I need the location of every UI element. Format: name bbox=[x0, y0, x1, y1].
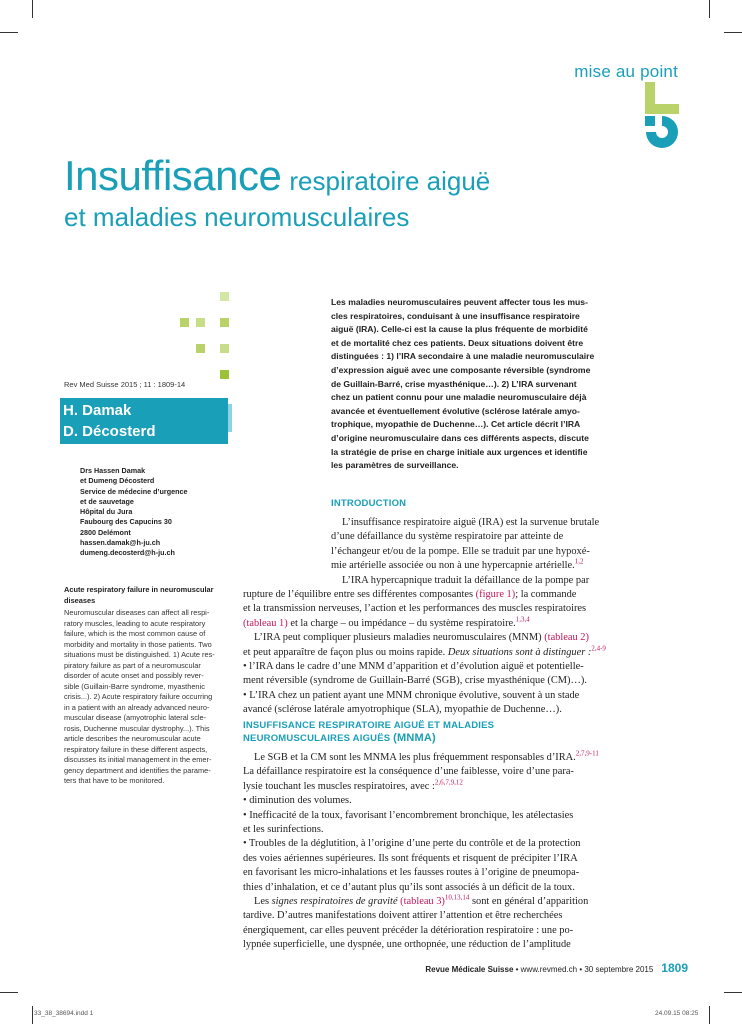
crop-mark bbox=[32, 1006, 33, 1024]
square bbox=[196, 318, 205, 327]
text-line: d’expression aiguë avec une composante réversible (syndrome bbox=[331, 364, 591, 375]
text-line: mie artérielle associée ou non à une hypercapnie artérielle.$^{1,2}$ bbox=[331, 557, 584, 572]
text-line: ratory muscles, leading to acute respiratory bbox=[64, 618, 206, 628]
affiliation-line: Hôpital du Jura bbox=[80, 507, 133, 517]
text-line: d’origine neuromusculaire dans ces différents aspects, discute bbox=[331, 432, 589, 443]
text-line: et les surinfections. bbox=[243, 824, 324, 836]
abstract-english-title: Acute respiratory failure in neuromuscular diseases bbox=[64, 585, 214, 605]
table-reference[interactable]: (tableau 1) bbox=[243, 617, 288, 629]
reference[interactable]: 10,13,14 bbox=[444, 893, 470, 902]
square bbox=[220, 292, 229, 301]
table-reference[interactable]: (tableau 3) bbox=[400, 896, 445, 908]
text-line: gency department and identifies the parame- bbox=[64, 765, 211, 775]
text-line: disorder of acute onset and possibly rever- bbox=[64, 671, 204, 680]
bullet-line: • Inefficacité de la toux, favorisant l’encombrement bronchique, les atélectasies bbox=[243, 809, 574, 821]
text-line: failure, which is the most common cause of bbox=[64, 629, 206, 638]
text-line: piratory failure as part of a neuromuscular bbox=[64, 660, 201, 670]
text-line: discusses its initial management in the emer- bbox=[64, 755, 212, 764]
crop-mark bbox=[32, 0, 33, 18]
section-tag: mise au point bbox=[574, 62, 678, 81]
text-line: Neuromuscular diseases can affect all respi- bbox=[64, 608, 210, 617]
affiliation bbox=[80, 466, 240, 559]
text-line: et la transmission nerveuses, l’action et les performances des muscles respiratoires bbox=[243, 603, 587, 615]
text-line: cles respiratoires, conduisant à une insuffisance respiratoire bbox=[331, 310, 580, 321]
print-slug-date: 24.09.15 08:25 bbox=[655, 1010, 699, 1017]
text-line: des voies aériennes supérieures. Ils sont fréquents et risquent de précipiter l’IRA bbox=[243, 852, 578, 864]
text-line: la stratégie de prise en charge initiale aux urgences et identifie bbox=[331, 446, 588, 457]
section-heading-introduction: INTRODUCTION bbox=[331, 498, 407, 509]
crop-mark bbox=[724, 32, 742, 33]
affiliation-line: 2800 Delémont bbox=[80, 527, 131, 537]
crop-mark bbox=[0, 32, 18, 33]
text-line: et peut apparaître de façon plus ou moins rapide. Deux situations sont à distinguer :$^{2,4-9}$ bbox=[243, 644, 606, 658]
email-link[interactable]: hassen.damak@h-ju.ch bbox=[80, 538, 161, 548]
text-line: lypnée superficielle, une dyspnée, une orthopnée, une réduction de l’amplitude bbox=[243, 939, 571, 951]
journal-logo-icon bbox=[645, 82, 679, 148]
article-title bbox=[64, 152, 684, 234]
print-slug-file: 33_38_38694.indd 1 bbox=[34, 1010, 94, 1017]
affiliation-line: et Dumeng Décosterd bbox=[80, 476, 155, 486]
text-line: respiratory failure in these different aspects, bbox=[64, 744, 208, 754]
text-line: L’IRA peut compliquer plusieurs maladies neuromusculaires (MNM) (tableau 2) bbox=[254, 632, 589, 644]
text-line: Les maladies neuromusculaires peuvent affecter tous les mus- bbox=[331, 297, 588, 307]
text-line: chez un patient connu pour une maladie neuromusculaire déjà bbox=[331, 392, 587, 403]
page-footer bbox=[398, 961, 688, 975]
text-line: distinguées : 1) l’IRA secondaire à une maladie neuromusculaire bbox=[331, 351, 595, 362]
crop-mark bbox=[709, 1006, 710, 1024]
text-line: ment réversible (syndrome de Guillain-Barré (SGB), crise myasthénique (CM)…). bbox=[243, 675, 587, 687]
title-line-2: et maladies neuromusculaires bbox=[64, 202, 410, 232]
reference[interactable]: 2,4-9 bbox=[591, 644, 606, 653]
title-main-word: Insuffisance bbox=[64, 152, 282, 199]
text-line: énergiquement, car elles peuvent précéder la détérioration respiratoire : une po- bbox=[243, 924, 574, 936]
text-line: en favorisant les micro-inhalations et les fausses routes à l’origine de pneumopa- bbox=[243, 867, 580, 879]
text-line: ters that have to be monitored. bbox=[64, 776, 165, 785]
decorative-squares bbox=[180, 290, 240, 390]
reference[interactable]: 2,6,7,9,12 bbox=[434, 778, 463, 787]
affiliation-line: Service de médecine d’urgence bbox=[80, 486, 188, 496]
email-link[interactable]: dumeng.decosterd@h-ju.ch bbox=[80, 548, 175, 558]
text-line: l’échangeur et/ou de la pompe. Elle se traduit par une hypoxé- bbox=[331, 545, 590, 557]
text-line: rosis, Duchenne muscular dystrophy...). This bbox=[64, 723, 210, 733]
intro-wide-text bbox=[243, 588, 615, 718]
affiliation-line: Faubourg des Capucins 30 bbox=[80, 517, 172, 527]
section2-text bbox=[243, 751, 615, 953]
abstract-french bbox=[331, 296, 615, 473]
title-rest: respiratoire aiguë bbox=[289, 166, 491, 196]
text-line: d’une défaillance du système respiratoire par atteinte de bbox=[331, 531, 564, 543]
text-line: crisis...). 2) Acute respiratory failure occurring bbox=[64, 692, 213, 701]
figure-reference[interactable]: (figure 1) bbox=[475, 589, 516, 600]
text-line: avancée et éventuellement évolutive (sclérose latérale amyo- bbox=[331, 405, 580, 416]
authors-accent-bar bbox=[228, 404, 232, 432]
text-line: article describes the neuromuscular acute bbox=[64, 734, 201, 743]
text-line: trophique, myopathie de Duchenne…). Cet article décrit l’IRA bbox=[331, 419, 581, 430]
text-line: de Guillain-Barré, crise myasthénique…). 2) L’IRA survenant bbox=[331, 378, 577, 389]
text-line: sible (Guillain-Barre syndrome, myasthenic bbox=[64, 681, 205, 691]
square bbox=[220, 344, 229, 353]
text-line: morbidity and mortality in those patients. Two bbox=[64, 639, 212, 649]
text-line: La défaillance respiratoire est la conséquence d’une faiblesse, voire d’une para- bbox=[243, 766, 574, 778]
text-line: aiguë (IRA). Celle-ci est la cause la plus fréquente de morbidité bbox=[331, 324, 588, 335]
bullet-line: • l’IRA dans le cadre d’une MNM d’apparition et d’évolution aiguë et potentielle- bbox=[243, 661, 584, 673]
text-line: L’IRA hypercapnique traduit la défaillance de la pompe par bbox=[342, 574, 590, 586]
text-line: lysie touchant les muscles respiratoires, avec :$^{2,6,7,9,12}$ bbox=[243, 778, 463, 792]
reference[interactable]: 1,2 bbox=[574, 557, 584, 566]
affiliation-line: Drs Hassen Damak bbox=[80, 466, 146, 475]
text-line: les paramètres de surveillance. bbox=[331, 460, 459, 471]
reference[interactable]: 1,3,4 bbox=[515, 615, 530, 624]
section-heading-ira-mnma: INSUFFISANCE RESPIRATOIRE AIGUË ET MALADIES NEUROMUSCULAIRES AIGUËS (MNMA) bbox=[243, 720, 495, 744]
text-line: in a patient with an already advanced neuro- bbox=[64, 702, 210, 712]
intro-column-text bbox=[331, 516, 615, 588]
square bbox=[180, 318, 189, 327]
citation: Rev Med Suisse 2015 ; 11 : 1809-14 bbox=[64, 380, 186, 389]
text-line: L’insuffisance respiratoire aiguë (IRA) est la survenue brutale bbox=[342, 517, 600, 528]
square bbox=[196, 344, 205, 353]
authors-box bbox=[60, 398, 228, 444]
bullet-line: • L’IRA chez un patient ayant une MNM chronique évolutive, souvent à un stade bbox=[243, 689, 580, 701]
crop-mark bbox=[709, 0, 710, 18]
bullet-line: • Troubles de la déglutition, à l’origine d’une perte du contrôle et de la protection bbox=[243, 838, 581, 850]
text-line: tardive. D’autres manifestations doivent attirer l’attention et être recherchées bbox=[243, 910, 563, 922]
text-line: et de mortalité chez ces patients. Deux situations doivent être bbox=[331, 337, 584, 348]
text-line: muscular disease (amyotrophic lateral scle- bbox=[64, 713, 207, 722]
square bbox=[220, 318, 229, 327]
page-number: 1809 bbox=[661, 961, 688, 975]
square bbox=[220, 370, 229, 379]
bullet-line: • diminution des volumes. bbox=[243, 795, 352, 807]
table-reference[interactable]: (tableau 2) bbox=[544, 632, 589, 644]
text-line: avancé (sclérose latérale amyotrophique (SLA), myopathie de Duchenne…). bbox=[243, 704, 562, 716]
abstract-english-body bbox=[64, 608, 236, 787]
text-line: Le SGB et la CM sont les MNMA les plus fréquemment responsables d’IRA.$^{2,7,9-11}$ bbox=[254, 749, 599, 763]
text-line: thies d’inhalation, et ce d’autant plus qu’ils sont associés à un déficit de la toux. bbox=[243, 881, 575, 893]
author-name: D. Décosterd bbox=[63, 423, 156, 440]
text-line: (tableau 1) et la charge – ou impédance – du système respiratoire.$^{1,3,4}$ bbox=[243, 615, 530, 629]
abstract-english bbox=[64, 585, 236, 787]
text-line: Les signes respiratoires de gravité (tableau 3)$^{10,13,14}$ sont en général d’apparition bbox=[254, 893, 589, 908]
text-line: situations must be distinguished. 1) Acute res- bbox=[64, 650, 215, 659]
author-name: H. Damak bbox=[63, 402, 132, 419]
footer-journal: Revue Médicale Suisse • www.revmed.ch • 30 septembre 2015 bbox=[425, 965, 654, 974]
text-line: rupture de l’équilibre entre ses différentes composantes (figure 1); la commande bbox=[243, 589, 577, 600]
affiliation-line: et de sauvetage bbox=[80, 496, 134, 506]
crop-mark bbox=[724, 992, 742, 993]
reference[interactable]: 2,7,9-11 bbox=[575, 749, 599, 758]
crop-mark bbox=[0, 992, 18, 993]
